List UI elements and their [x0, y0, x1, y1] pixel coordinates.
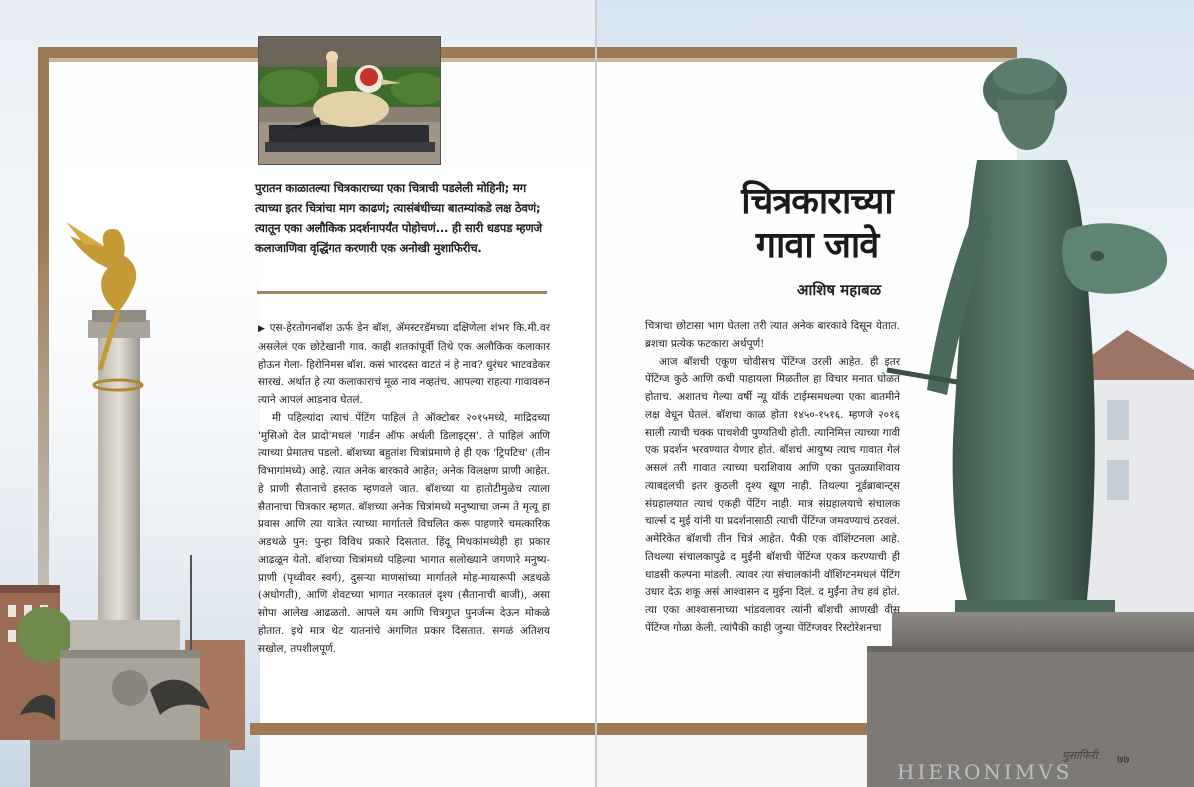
- dragon-column-image: [0, 220, 260, 787]
- article-paragraph: मी पहिल्यांदा त्याचं पेंटिंग पाहिलं ते ऑक्टोबर २०१५मध्ये, माद्रिदच्या 'मुसिओ देल प्रादो'मधलं 'गार्डन ऑफ अर्थली डिलाइट्स'. ते पाहिलं आणि त्याच्या प्रेमातच पडलो. बॉशच्या बहुतांश चित्रांप्रमाणे हे ही एक 'ट्रिपटिच' (तीन विभागांमध्ये) आहे. त्यात अनेक बारकावे आहेत; अनेक विलक्षण प्राणी आहेत. हे प्राणी सैतानाचे हस्तक म्हणवले जात. बॉशच्या या हातोटीमुळेच त्याला सैतानाचा चित्रकार म्हणत. बॉशच्या अनेक चित्रांमध्ये मनुष्याचा जन्म ते मृत्यू हा प्रवास आणि त्या यात्रेत त्याच्या मार्गातले विचलित करू पाहणारे चमत्कारिक अडथळे पुन: पुन्हा विविध प्रकारे दिसतात. हिंदू मिथकांमध्येही हा प्रकार आढळून येतो. बॉशच्या चित्रांमध्ये पहिल्या भागात सलोख्याने जगणारे मनुष्य-प्राणी (पृथ्वीवर स्वर्ग), दुसऱ्या माणसांच्या मार्गातले मोह-मायारूपी अडथळे (अधोगती), आणि शेवटच्या भागात नरकातलं दृश्य (सैतानाची बाजी), असा सोपा आलेख आढळतो. आपले यम आणि चित्रगुप्त पुनर्जन्म देऊन मोकळे होतात. इथे मात्र थेट यातनांचे अगणित प्रकार दिसतात. सगळं अतिशय सखोल, तपशीलपूर्ण.: [258, 411, 550, 655]
- paragraph-marker-icon: ▶: [258, 324, 266, 334]
- left-page: [0, 0, 596, 787]
- article-paragraph: चित्राचा छोटासा भाग घेतला तरी त्यात अनेक बारकावे दिसून येतात. ब्रशचा प्रत्येक फटकारा अर्थपूर्ण!: [645, 320, 900, 350]
- frame-bar-bottom: [597, 723, 867, 735]
- author-name: आशिष महाबळ: [797, 281, 882, 299]
- page-gutter: [595, 0, 597, 787]
- right-page: [597, 0, 1194, 787]
- title-line: चित्रकाराच्या: [741, 181, 893, 222]
- bosch-statue-image: [867, 0, 1194, 787]
- article-column-left: [258, 320, 550, 658]
- statue-inscription: HIERONIMVS: [897, 760, 1073, 784]
- frame-bar-bottom: [250, 723, 596, 735]
- article-paragraph: आज बॉशची एकूण चोवीसच पेंटिंग्ज उरली आहेत. ही इतर पेंटिंग्ज कुठे आणि कधी पाहायला मिळतील हा विचार मनात घोळत होताच. अशातच गेल्या वर्षी न्यू यॉर्क टाईम्समधल्या एका बातमीने लक्ष वेधून घेतलं. बॉशचा काळ होता १४५०-१५१६. म्हणजे २०१६ साली त्याची चक्क पाचशेवी पुण्यतिथी होती. त्यानिमित्त त्याच्या गावी एक प्रदर्शन भरवण्यात येणार होतं. बॉशचं आयुष्य त्याच गावात गेलं असलं तरी गावात त्याच्या घराशिवाय आणि एका पुतळ्याशिवाय त्याबद्दलची इतर कुठली दृश्य खूण नाही. तिथल्या नूर्डब्राबान्ट्स संग्रहालयात त्याचं एकही पेंटिंग नाही. मात्र संग्रहालयाचे संचालक चार्ल्स द मुई यांनी या प्रदर्शनासाठी त्याची पेंटिंग्ज जमवण्याचं ठरवलं. अमेरिकेत बॉशची तीन चित्रं आहेत. पैकी एक वॉशिंग्टनला आहे. तिथल्या संचालकापुढे द मुईंनी बॉशची पेंटिंग्ज एकत्र करण्याची ही धाडसी कल्पना मांडली. त्यावर त्या संचालकांनी वॉशिंग्टनमधलं पेंटिंग उधार देऊ शकू असं आश्वासन द मुईना दिलं. द मुईंना तेच हवं होतं. त्या एका आश्वासनाच्या भांडवलावर त्यांनी बॉशची आणखी वीस पेंटिंग्ज गोळा केली. त्यांपैकी काही जुन्या पेंटिंग्जवर रिस्टोरेशनचा: [645, 355, 900, 634]
- intro-blurb: पुरातन काळातल्या चित्रकाराच्या एका चित्राची पडलेली मोहिनी; मग त्याच्या इतर चित्रांचा माग काढणं; त्यासंबंधीच्या बातम्यांकडे लक्ष ठेवणं; त्यातून एका अलौकिक प्रदर्शनापर्यंत पोहोचणं... ही सारी धडपड म्हणजे कलाजाणिवा वृद्धिंगत करणारी एक अनोखी मुशाफिरीच.: [255, 181, 542, 255]
- page-number: ७७: [1117, 752, 1130, 766]
- article-column-right: [645, 318, 900, 638]
- divider-rule: [257, 291, 547, 294]
- footer-section-mark: मुसाफिरी: [1062, 749, 1098, 762]
- title-line: गावा जावे: [755, 225, 879, 266]
- article-paragraph: ▶ एस-हेरतोगनबॉश ऊर्फ डेन बॉश, ॲमस्टरडॅमच्या दक्षिणेला शंभर कि.मी.वर असलेलं एक छोटेखानी गाव. काही शतकांपूर्वी तिथे एक अलौकिक कलाकार होऊन गेला- हिरोनिमस बॉश. कसं भारदस्त वाटतं नं हे नाव? धुरंधर भाटवडेकर सारखं. अर्थात हे त्या कलाकाराचं मूळ नाव नव्हतंच. आपल्या राहत्या गावावरुन त्याने आपलं आडनाव घेतलं.: [258, 322, 550, 406]
- article-title: [717, 180, 917, 268]
- goldfinch-sculpture-image: [258, 36, 441, 165]
